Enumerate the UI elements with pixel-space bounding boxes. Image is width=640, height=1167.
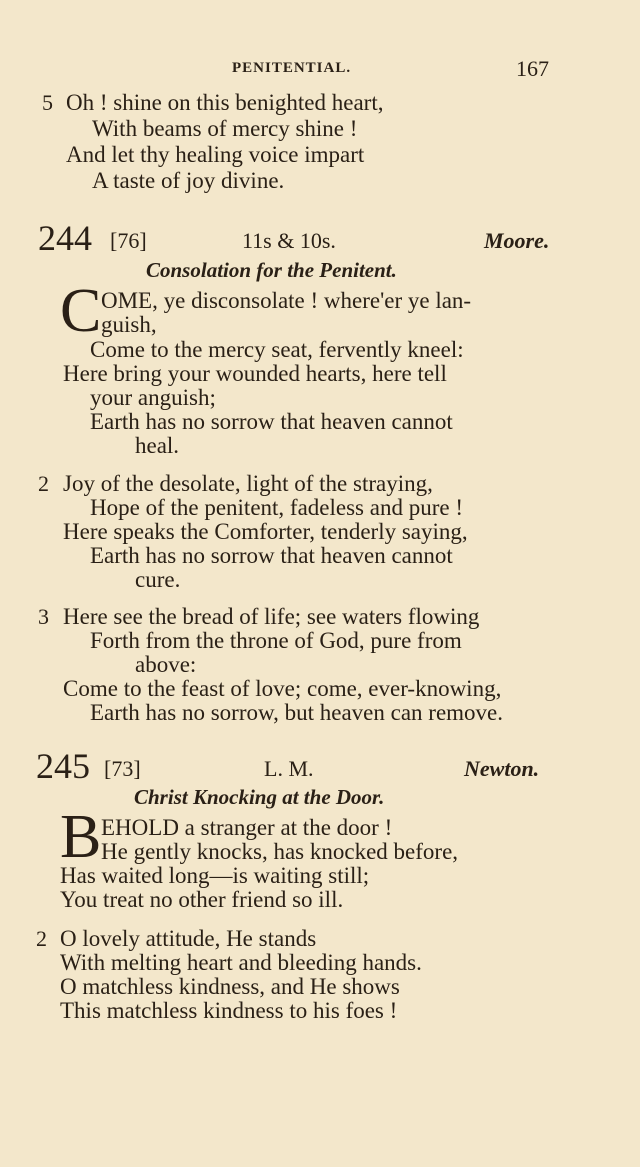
verse-line: O lovely attitude, He stands	[60, 926, 317, 951]
verse-line: And let thy healing voice impart	[66, 142, 365, 167]
drop-cap: B	[60, 803, 102, 871]
running-head: PENITENTIAL.	[232, 60, 352, 76]
verse-line: Oh ! shine on this benighted heart,	[66, 90, 384, 115]
verse-line: With melting heart and bleeding hands.	[60, 950, 422, 975]
verse-line: guish,	[101, 312, 157, 337]
hymn-reference: [73]	[104, 756, 141, 781]
verse-line: Here bring your wounded hearts, here tell	[63, 361, 447, 386]
page-number: 167	[516, 56, 549, 81]
verse-line: You treat no other friend so ill.	[60, 887, 344, 912]
hymn-number: 244	[38, 218, 92, 258]
hymn-title: Consolation for the Penitent.	[146, 258, 397, 282]
hymn-reference: [76]	[110, 228, 147, 253]
verse-line: Come to the mercy seat, fervently kneel:	[90, 337, 464, 362]
verse-line: O matchless kindness, and He shows	[60, 974, 400, 999]
hymn-number: 245	[36, 746, 90, 786]
stanza-number: 2	[36, 926, 47, 951]
verse-line: Earth has no sorrow, but heaven can remove.	[90, 700, 504, 725]
verse-line: Come to the feast of love; come, ever-knowing,	[63, 676, 502, 701]
verse-line: Earth has no sorrow that heaven cannot	[90, 543, 453, 568]
verse-line: above:	[135, 652, 197, 677]
verse-line: Hope of the penitent, fadeless and pure !	[90, 495, 463, 520]
verse-line: Here see the bread of life; see waters flowing	[63, 604, 480, 629]
verse-line: heal.	[135, 433, 180, 458]
hymn-meter: 11s & 10s.	[242, 228, 336, 253]
verse-line: cure.	[135, 567, 181, 592]
verse-line: Here speaks the Comforter, tenderly saying,	[63, 519, 468, 544]
stanza-number: 2	[38, 471, 49, 496]
verse-line: This matchless kindness to his foes !	[60, 998, 398, 1023]
tune-name: Moore.	[484, 228, 550, 253]
verse-line: A taste of joy divine.	[92, 168, 285, 193]
verse-line: Has waited long—is waiting still;	[60, 863, 370, 888]
verse-line: OME, ye disconsolate ! where'er ye lan-	[101, 288, 472, 313]
verse-line: Joy of the desolate, light of the straying,	[63, 471, 433, 496]
drop-cap: C	[60, 277, 102, 345]
stanza-number: 5	[42, 90, 53, 115]
page-header	[0, 56, 640, 86]
tune-name: Newton.	[464, 756, 540, 781]
verse-line: your anguish;	[90, 385, 216, 410]
stanza-number: 3	[38, 604, 49, 629]
hymn-title: Christ Knocking at the Door.	[134, 785, 385, 809]
hymn-meter: L. M.	[264, 756, 314, 781]
verse-line: EHOLD a stranger at the door !	[101, 815, 393, 840]
verse-line: He gently knocks, has knocked before,	[101, 839, 459, 864]
verse-line: With beams of mercy shine !	[92, 116, 358, 141]
verse-line: Earth has no sorrow that heaven cannot	[90, 409, 453, 434]
verse-line: Forth from the throne of God, pure from	[90, 628, 462, 653]
